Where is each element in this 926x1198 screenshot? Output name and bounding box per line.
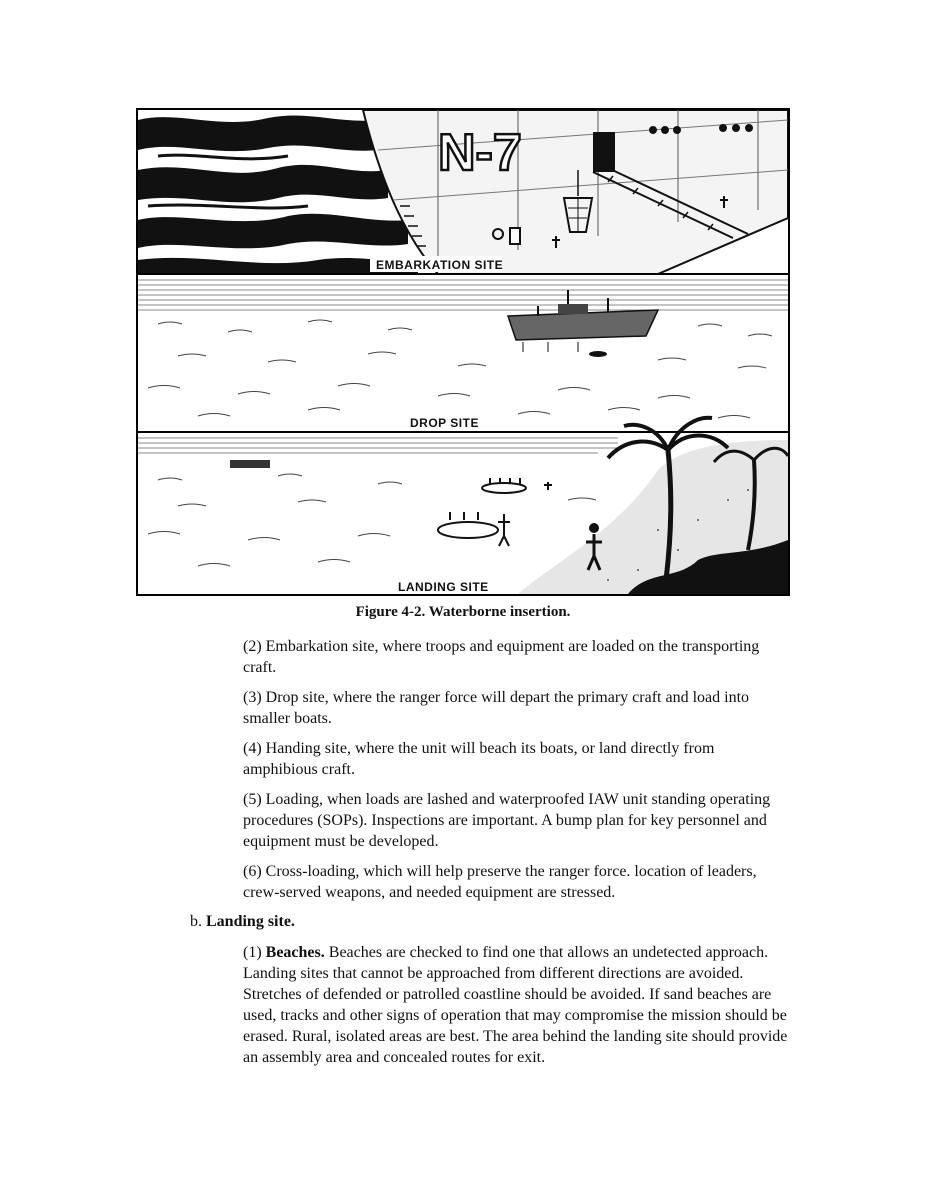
item-landing-site: (4) Handing site, where the unit will beach its boats, or land directly from amphibious craft.	[243, 740, 715, 778]
waterborne-insertion-figure	[136, 108, 790, 596]
beaches-paragraph	[243, 942, 793, 1068]
section-b-prefix: b.	[190, 913, 202, 930]
embarkation-panel	[138, 110, 788, 274]
section-b-title: Landing site.	[206, 913, 295, 930]
item-loading: (5) Loading, when loads are lashed and waterproofed IAW unit standing operating procedures (SOPs). Inspections are important. A bump plan for key personnel and equipment must be developed.	[243, 791, 771, 850]
section-b-heading	[190, 911, 295, 932]
beaches-number: (1)	[243, 944, 262, 961]
drop-site-panel	[138, 275, 788, 431]
hull-number: N-7	[438, 124, 522, 182]
beaches-text: Beaches are checked to find one that allows an undetected approach. Landing sites that cannot be approached from different directions are avoided. Stretches of defended or patrolled coastline should be avoided. If sand beaches are used, tracks and other signs of operation that may compromise the mission should be erased. Rural, isolated areas are best. The area behind the landing site should provide an assembly area and concealed routes for exit.	[243, 944, 788, 1066]
landing-site-label: LANDING SITE	[398, 580, 489, 594]
drop-site-label: DROP SITE	[410, 416, 479, 430]
figure-illustration	[138, 110, 788, 594]
figure-caption: Figure 4-2. Waterborne insertion.	[355, 604, 571, 620]
item-drop-site: (3) Drop site, where the ranger force will depart the primary craft and load into smaller boats.	[243, 689, 750, 727]
landing-site-panel	[138, 418, 788, 594]
item-embarkation-site: (2) Embarkation site, where troops and equipment are loaded on the transporting craft.	[243, 638, 760, 676]
beaches-heading: Beaches.	[265, 944, 325, 961]
embarkation-site-label: EMBARKATION SITE	[376, 258, 504, 272]
item-cross-loading: (6) Cross-loading, which will help preserve the ranger force. location of leaders, crew-served weapons, and needed equipment are stressed.	[243, 863, 757, 901]
